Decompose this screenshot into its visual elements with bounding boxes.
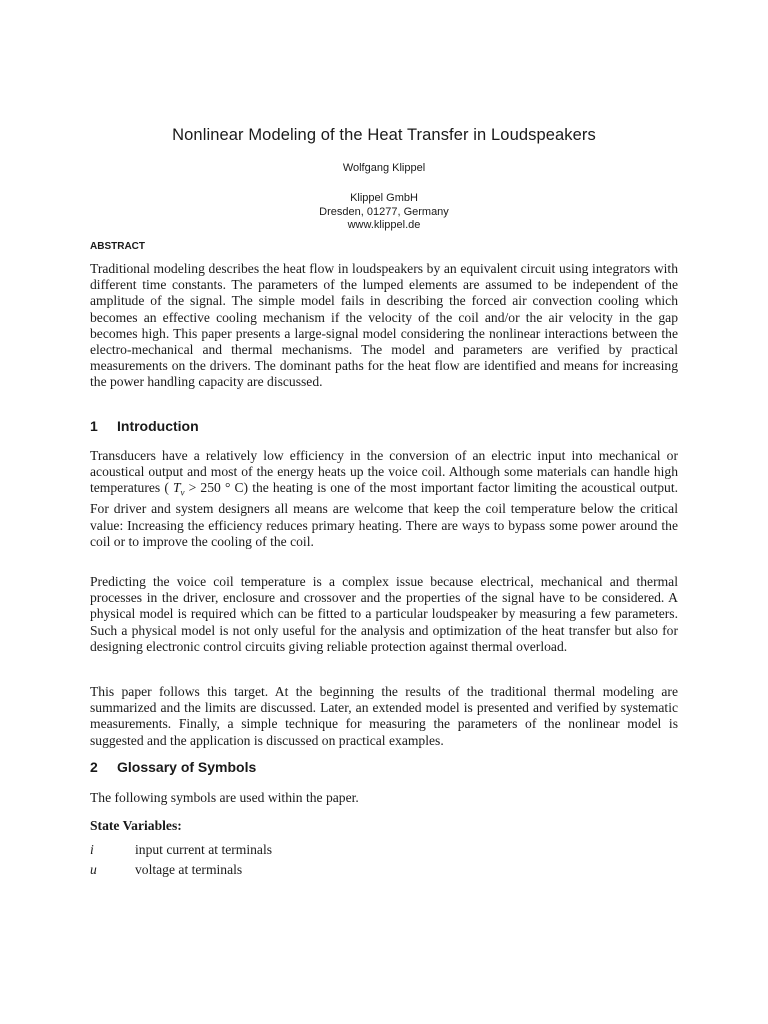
affiliation-company: Klippel GmbH (350, 192, 418, 204)
math-variable: T (172, 480, 181, 496)
symbol-description: input current at terminals (135, 842, 273, 857)
intro-p1-text-b: the heating is one of the most important factor limiting the acoustical output. For driver and system designers all means are welcome that keep the coil temperature below the critical value: Increasing the efficiency reduces primary heating. There are ways to bypass some power around the coil or to improve the cooling of the coil. (90, 480, 678, 549)
symbol: i (90, 842, 94, 857)
section-number: 2 (90, 759, 98, 775)
math-subscript: v (180, 488, 185, 499)
affiliation-address: Dresden, 01277, Germany (319, 205, 449, 218)
paper-title: Nonlinear Modeling of the Heat Transfer in Loudspeakers (172, 126, 596, 144)
section-heading-glossary (90, 759, 256, 775)
abstract-text: Traditional modeling describes the heat flow in loudspeakers by an equivalent circuit using integrators with different time constants. The parameters of the lumped elements are assumed to be independent of the amplitude of the signal. The simple model fails in describing the forced air convection cooling which becomes an effective cooling mechanism if the velocity of the coil and/or the air velocity in the gap becomes high. This paper presents a large-signal model considering the nonlinear interactions between the electro-mechanical and thermal mechanisms. The model and parameters are verified by practical measurements on the drivers. The dominant paths for the heat flow are identified and means for increasing the power handling capacity are discussed. (90, 261, 678, 390)
intro-paragraph-3: This paper follows this target. At the beginning the results of the traditional thermal modeling are summarized and the limits are discussed. Later, an extended model is presented and verified by systematic measurements. Finally, a simple technique for measuring the parameters of the nonlinear model is suggested and the application is discussed on practical examples. (90, 684, 678, 748)
section-title: Introduction (117, 418, 199, 434)
section-heading-introduction (90, 418, 199, 434)
glossary-intro: The following symbols are used within the paper. (90, 790, 359, 805)
intro-p1-text-a: Transducers have a relatively low efficiency in the conversion of an electric input into mechanical or acoustical output and most of the energy heats up the voice coil. Although some materials can handle high temperatures ( (90, 448, 678, 496)
glossary-row (90, 862, 242, 878)
intro-paragraph-1 (90, 448, 678, 550)
section-number: 1 (90, 418, 98, 434)
state-variables-heading: State Variables: (90, 818, 182, 833)
math-condition: > 250 ° C) (184, 480, 249, 496)
author-name: Wolfgang Klippel (342, 162, 426, 174)
intro-paragraph-2: Predicting the voice coil temperature is a complex issue because electrical, mechanical and thermal processes in the driver, enclosure and crossover and the properties of the signal have to be considered. A physical model is required which can be fitted to a particular loudspeaker by measuring a few parameters. Such a physical model is not only useful for the analysis and optimization of the heat transfer but also for designing electronic control circuits giving reliable protection against thermal overload. (90, 574, 678, 654)
affiliation-block (0, 192, 768, 233)
abstract-label: ABSTRACT (90, 241, 145, 252)
coil-temperature-symbol (172, 480, 185, 499)
symbol: u (90, 862, 97, 877)
symbol-description: voltage at terminals (135, 862, 243, 877)
glossary-row (90, 842, 272, 858)
affiliation-website: www.klippel.de (347, 219, 421, 231)
section-title: Glossary of Symbols (117, 759, 257, 775)
